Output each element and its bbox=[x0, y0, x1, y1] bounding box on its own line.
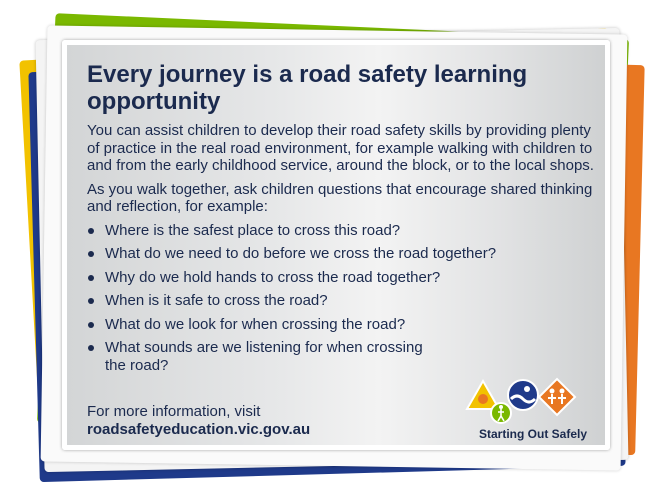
bullet-icon bbox=[88, 275, 94, 281]
question-list bbox=[87, 222, 599, 375]
question-item: When is it safe to cross the road? bbox=[87, 292, 525, 310]
logo-text: Starting Out Safely bbox=[478, 427, 588, 441]
prompt-paragraph: As you walk together, ask children questions that encourage shared thinking and reflection, for example: bbox=[87, 180, 593, 215]
card-body bbox=[87, 122, 599, 380]
blue-swimming-icon bbox=[508, 380, 538, 410]
info-card bbox=[62, 40, 610, 450]
question-item: What do we need to do before we cross the road together? bbox=[87, 245, 535, 263]
more-info bbox=[87, 403, 310, 439]
card-title: Every journey is a road safety learning opportunity bbox=[87, 61, 528, 115]
question-item: Where is the safest place to cross this road? bbox=[87, 222, 525, 240]
bullet-icon bbox=[88, 322, 94, 328]
question-item: What do we look for when crossing the road? bbox=[87, 316, 525, 334]
website-link[interactable]: roadsafetyeducation.vic.gov.au bbox=[87, 421, 311, 438]
bullet-icon bbox=[88, 228, 94, 234]
logo-graphic bbox=[465, 377, 601, 427]
more-info-label: For more information, visit bbox=[87, 403, 261, 420]
bullet-icon bbox=[88, 345, 94, 351]
bullet-icon bbox=[88, 251, 94, 257]
question-item: Why do we hold hands to cross the road together? bbox=[87, 269, 535, 287]
question-item: What sounds are we listening for when crossing the road? bbox=[87, 339, 445, 374]
green-walking-child-icon bbox=[491, 403, 511, 423]
orange-family-sign-icon bbox=[539, 379, 575, 415]
bullet-icon bbox=[88, 298, 94, 304]
intro-paragraph: You can assist children to develop their road safety skills by providing plenty of practice in the real road environment, for example walking with children to and from the early childhood service, around the block, or to the local shops. bbox=[87, 122, 594, 174]
starting-out-safely-logo bbox=[465, 377, 601, 441]
